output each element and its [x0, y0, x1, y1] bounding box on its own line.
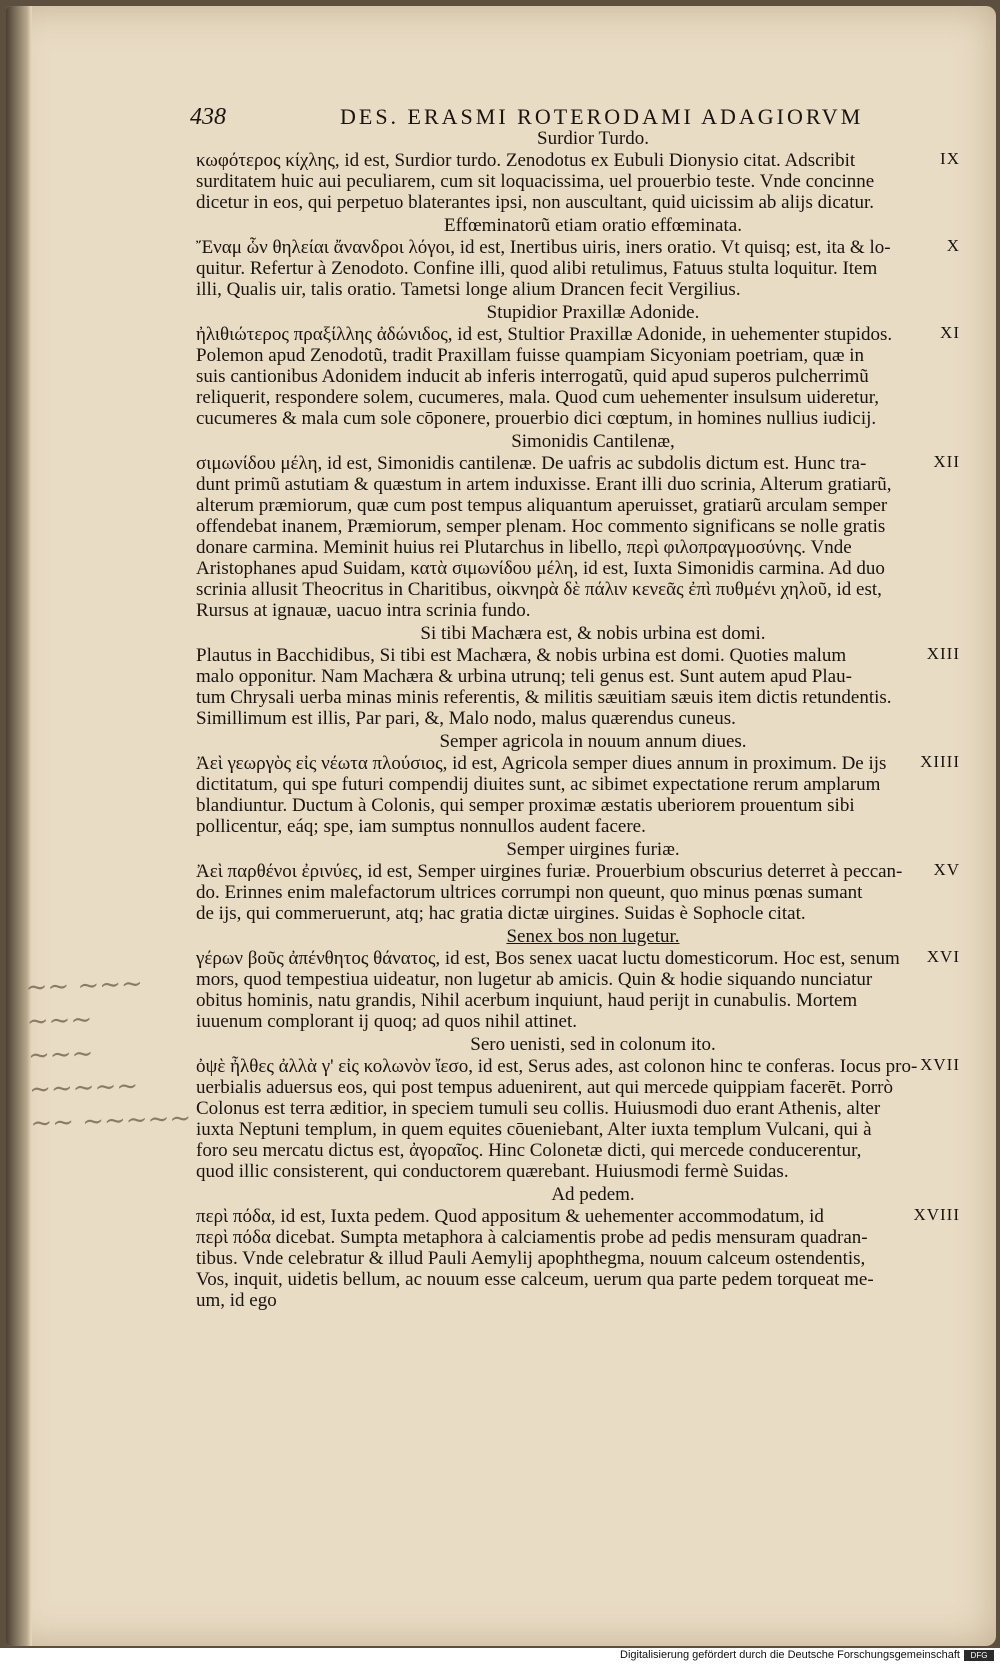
adage-number: X — [946, 236, 960, 255]
text-line: cucumeres & mala cum sole cōponere, prouerbio dici cœptum, in homines nullius iudicij. — [196, 408, 877, 429]
text-line: malo opponitur. Nam Machæra & urbina utrunq; teli genus est. Sunt autem apud Plau- — [196, 666, 852, 687]
text-line: illi, Qualis uir, talis oratio. Tametsi longe alium Drancen fecit Vergilius. — [196, 279, 741, 300]
text-line: dunt primũ astutiam & quæstum in artem induxisse. Erant illi duo scrinia, Alterum gratiarũ, — [196, 474, 892, 495]
text-line: blandiuntur. Ductum à Colonis, qui semper proximæ æstatis uberiorem prouentum sibi — [196, 795, 855, 816]
page-gutter — [6, 6, 32, 1646]
text-line: foro seu mercatu dictus est, ἀγοραῖος. Hinc Colonetæ dicti, qui mercede conducerentur, — [196, 1140, 862, 1161]
text-line: obitus hominis, natu grandis, Nihil acerbum inquiunt, haud perijt in cunabulis. Mortem — [196, 990, 858, 1011]
text-line: pollicentur, eáq; spe, iam sumptus nonnullos audent facere. — [196, 816, 646, 837]
adage-entry — [196, 453, 960, 621]
text-line: κωφότερος κίχλης, id est, Surdior turdo. Zenodotus ex Eubuli Dionysio citat. Adscribit — [196, 150, 856, 171]
text-line: surditatem huic aui peculiarem, cum sit loquacissima, uel prouerbio teste. Vnde concinne — [196, 171, 875, 192]
adage-number: XVIII — [913, 1205, 960, 1224]
digitization-footer — [0, 1648, 1000, 1664]
adage-entry — [196, 753, 960, 837]
adage-number: XIII — [926, 644, 960, 663]
adage-title: Semper agricola in nouum annum diues. — [439, 731, 747, 752]
adage-number: XII — [933, 452, 960, 471]
text-line: offendebat inanem, Præmiorum, semper plenam. Hoc commento significans se nolle gratis — [196, 516, 886, 537]
adage-number: XV — [933, 860, 960, 879]
adage-entry — [196, 237, 960, 300]
text-line: reliquerit, respondere solem, cucumeres, mala. Quod cum uehementer insulsum uideretur, — [196, 387, 880, 408]
running-title: DES. ERASMI ROTERODAMI ADAGIORVM — [340, 104, 864, 129]
adage-number: XI — [940, 323, 960, 342]
adage-title: Semper uirgines furiæ. — [506, 839, 680, 860]
text-line: scrinia allusit Theocritus in Charitibus, οἰκνηρὰ δὲ πάλιν κενεᾶς ἐπὶ πυθμένι χηλοῦ, id est, — [196, 579, 882, 600]
adage-entry — [196, 1056, 960, 1182]
adage-number: XIIII — [920, 752, 960, 771]
adage-title: Simonidis Cantilenæ, — [511, 431, 675, 452]
text-line: iuuenum complorant ij quoq; ad quos nihil attinet. — [196, 1011, 578, 1032]
adage-entry — [196, 150, 960, 213]
text-line: tibus. Vnde celebratur & illud Pauli Aemylij apophthegma, nouum calceum ostendentis, — [196, 1248, 866, 1269]
text-line: uerbialis aduersus eos, qui post tempus aduenirent, aut qui mercede quippiam facerēt. Porrò — [196, 1077, 893, 1098]
text-line: mors, quod tempestiua uideatur, non lugetur ab amicis. Quin & hodie siquando nunciatur — [196, 969, 873, 990]
adage-number: IX — [940, 149, 960, 168]
text-line: Polemon apud Zenodotũ, tradit Praxillam fuisse quampiam Sicyoniam poetriam, quæ in — [196, 345, 865, 366]
text-line: dicetur in eos, qui perpetuo blaterantes ipsi, non auscultant, quid uicissim ab alijs dicatur. — [196, 192, 875, 213]
text-line: quod illic consisterent, qui conductorem quærebant. Huiusmodi fermè Suidas. — [196, 1161, 789, 1182]
adage-entry — [196, 1206, 960, 1311]
text-line: alterum præmiorum, quæ cum post tempus aliquantum aperuisset, gratiarũ arculam semper — [196, 495, 888, 516]
adage-title: Stupidior Praxillæ Adonide. — [486, 302, 700, 323]
text-line: Ἀεὶ γεωργὸς εἰς νέωτα πλούσιος, id est, Agricola semper diues annum in proximum. De ijs — [196, 753, 887, 774]
adage-title: Surdior Turdo. — [537, 128, 649, 149]
text-line: ἠλιθιώτερος πραξίλλης ἀδώνιδος, id est, Stultior Praxillæ Adonide, in uehementer stupidos. — [196, 324, 893, 345]
adage-title: Sero uenisti, sed in colonum ito. — [470, 1034, 716, 1055]
text-line: Simillimum est illis, Par pari, &, Malo nodo, malus quærendus cuneus. — [196, 708, 736, 729]
text-line: περὶ πόδα, id est, Iuxta pedem. Quod appositum & uehementer accommodatum, id — [196, 1206, 824, 1227]
text-line: ὀψὲ ἦλθες ἀλλὰ γ' εἰς κολωνὸν ἴεσο, id est, Serus ades, ast colonon hinc te conferas. Iocus pro- — [196, 1056, 918, 1077]
adage-entry — [196, 324, 960, 429]
text-line: Vos, inquit, uidetis bellum, ac nouum esse calceum, uerum qua parte pedem torqueat me- — [196, 1269, 874, 1290]
text-line: um, id ego — [196, 1290, 277, 1311]
text-line: tum Chrysali uerba minas minis referentis, & militis sæuitiam sæuis item dictis retundentis. — [196, 687, 892, 708]
text-line: Plautus in Bacchidibus, Si tibi est Machæra, & nobis urbina est domi. Quoties malum — [196, 645, 847, 666]
adage-number: XVI — [926, 947, 960, 966]
text-line: Ἀεὶ παρθένοι ἐρινύες, id est, Semper uirgines furiæ. Prouerbium obscurius deterret à peccan- — [196, 861, 903, 882]
footer-credit: Digitalisierung gefördert durch die Deutsche Forschungsgemeinschaft — [620, 1649, 960, 1661]
adage-entry — [196, 948, 960, 1032]
page-number: 438 — [190, 104, 226, 130]
text-line: do. Erinnes enim malefactorum ultrices corrumpi non queunt, quo minus pœnas sumant — [196, 882, 863, 903]
text-line: donare carmina. Meminit huius rei Plutarchus in libello, περὶ φιλοπραγμοσύνης. Vnde — [196, 537, 852, 558]
text-line: Rursus at ignauæ, uacuo intra scrinia fundo. — [196, 600, 531, 621]
adage-title: Senex bos non lugetur. — [506, 926, 680, 947]
adage-title: Effœminatorũ etiam oratio effœminata. — [444, 215, 742, 236]
text-line: de ijs, qui commeruerunt, atq; hac gratia dictæ uirgines. Suidas è Sophocle citat. — [196, 903, 806, 924]
text-line: περὶ πόδα dicebat. Sumpta metaphora à calciamentis probe ad pedis mensuram quadran- — [196, 1227, 868, 1248]
adage-number: XVII — [920, 1055, 960, 1074]
text-line: quitur. Refertur à Zenodoto. Confine illi, quod alibi retulimus, Fatuus stulta loquitur. Item — [196, 258, 878, 279]
adage-entry — [196, 645, 960, 729]
text-line: iuxta Neptuni templum, in quem equites cōueniebant, Alter iuxta templum Vulcani, qui à — [196, 1119, 872, 1140]
adage-title: Ad pedem. — [551, 1184, 635, 1205]
adage-entry — [196, 861, 960, 924]
handwritten-margin-note: ~~ ~~~ ~~~ ~~~ ~~~~~ ~~ ~~~~~ — [25, 968, 192, 1139]
text-line: γέρων βοῦς ἀπένθητος θάνατος, id est, Bos senex uacat luctu domesticorum. Hoc est, senum — [196, 948, 900, 969]
text-line: Ἔναμ ὧν θηλείαι ἄνανδροι λόγοι, id est, Inertibus uiris, iners oratio. Vt quisq; est, ita & lo- — [196, 237, 891, 258]
dfg-logo: DFG — [964, 1650, 994, 1661]
text-line: σιμωνίδου μέλη, id est, Simonidis cantilenæ. De uafris ac subdolis dictum est. Hunc tra- — [196, 453, 867, 474]
page-body — [196, 128, 960, 1313]
text-line: suis cantionibus Adonidem inducit ab inferis interrogatũ, quid apud superos pulcherrimũ — [196, 366, 869, 387]
text-line: dictitatum, qui spe futuri compendij diuites sunt, ac sibimet expectatione rerum amplarum — [196, 774, 881, 795]
text-line: Colonus est terra æditior, in speciem tumuli seu collis. Huiusmodi duo erant Athenis, alter — [196, 1098, 881, 1119]
adage-title: Si tibi Machæra est, & nobis urbina est domi. — [420, 623, 766, 644]
text-line: Aristophanes apud Suidam, κατὰ σιμωνίδου μέλη, id est, Iuxta Simonidis carmina. Ad duo — [196, 558, 885, 579]
